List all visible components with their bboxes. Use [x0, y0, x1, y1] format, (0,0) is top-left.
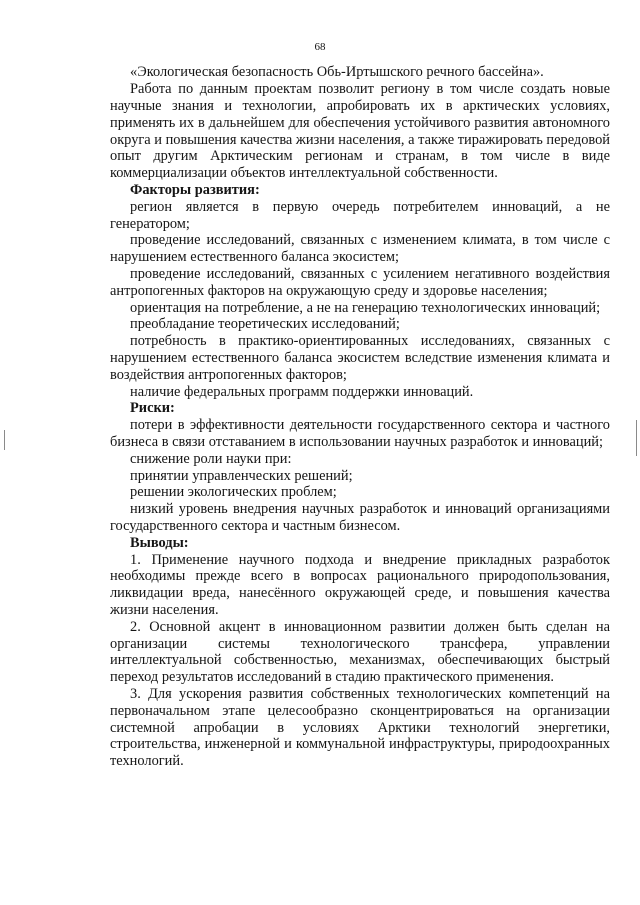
factor-item: наличие федеральных программ поддержки инноваций. [130, 383, 474, 400]
factor-item: регион является в первую очередь потребителем инноваций, а не генератором; [110, 198, 610, 232]
factor-item: проведение исследований, связанных с изменением климата, в том числе с нарушением естественного баланса экосистем; [110, 232, 610, 266]
heading-risks: Риски: [130, 400, 175, 417]
heading-conclusions: Выводы: [130, 534, 189, 551]
factor-item: проведение исследований, связанных с усилением негативного воздействия антропогенных факторов на окружающую среду и здоровье населения; [110, 266, 610, 299]
factor-item: ориентация на потребление, а не на генерацию технологических инноваций; [130, 299, 601, 316]
factor-item: потребность в практико-ориентированных исследованиях, связанных с нарушением естественного баланса экосистем вследствие изменения климата и воздействия антропогенных факторов; [110, 333, 610, 383]
heading-development-factors: Факторы развития: [130, 182, 260, 199]
risk-item: снижение роли науки при: [130, 450, 292, 467]
scan-edge-mark [636, 420, 637, 456]
paragraph-project-results: Работа по данным проектам позволит региону в том числе создать новые научные знания и технологии, апробировать их в арктических условиях, применять их в дальнейшем для обеспечения устойчивого развития автономного округа и повышения качества жизни населения, а также тиражировать передовой опыт другим Арктическим регионам и странам, в том числе в виде коммерциализации объектов интеллектуальной собственности. [110, 81, 610, 182]
conclusion-item: 2. Основной акцент в инновационном развитии должен быть сделан на организации системы технологического трансфера, управлении интеллектуальной собственностью, механизмах, обеспечивающих быстрый переход результатов исследований в стадию практического применения. [110, 618, 610, 686]
risk-item: низкий уровень внедрения научных разработок и инноваций организациями государственного сектора и частным бизнесом. [110, 501, 610, 535]
factor-item: преобладание теоретических исследований; [130, 316, 400, 333]
risk-item: потери в эффективности деятельности государственного сектора и частного бизнеса в связи отставанием в использовании научных разработок и инноваций; [110, 417, 610, 451]
conclusion-item: 1. Применение научного подхода и внедрение прикладных разработок необходимы прежде всего в вопросах рационального природопользования, ликвидации вреда, нанесённого окружающей среде, и повышения качества жизни населения. [110, 551, 610, 618]
page-number: 68 [314, 41, 326, 53]
scan-edge-mark [4, 430, 5, 450]
risk-item: решении экологических проблем; [130, 484, 337, 501]
conclusion-item: 3. Для ускорения развития собственных технологических компетенций на первоначальном этапе целесообразно сконцентрироваться на организации системной апробации в условиях Арктики технологий энергетики, строительства, инженерной и коммунальной инфраструктуры, природоохранных технологий. [110, 685, 610, 770]
document-body [110, 64, 610, 770]
project-title: «Экологическая безопасность Обь-Иртышского речного бассейна». [130, 64, 544, 80]
risk-item: принятии управленческих решений; [130, 467, 353, 484]
